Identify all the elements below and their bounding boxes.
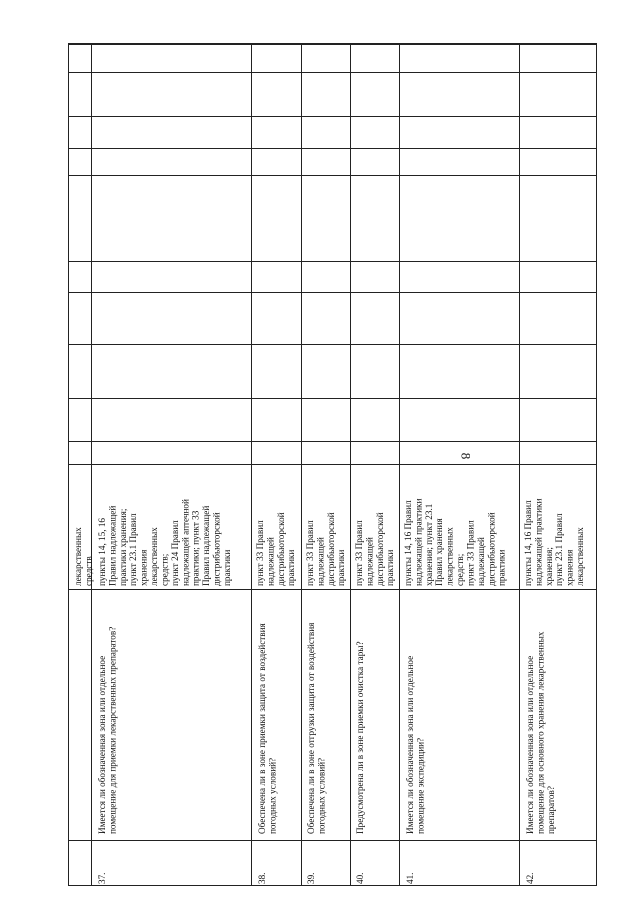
divider: [69, 840, 596, 841]
carryover-reference: лекарственных средств: [73, 527, 94, 586]
row-39-number: 39.: [306, 872, 316, 884]
divider: [69, 464, 596, 465]
page-number: 8: [458, 452, 474, 460]
row-40-number: 40.: [355, 872, 365, 884]
row-42-question: Имеется ли обозначенная зона или отдельное помещение для основного хранения лекарственных препаратов?: [525, 631, 556, 834]
row-39-question: Обеспечена ли в зоне отгрузки защита от воздействия погодных условий?: [306, 622, 327, 834]
divider: [69, 261, 596, 262]
checklist-table: [68, 43, 597, 886]
divider: [69, 72, 596, 73]
row-38-number: 38.: [257, 872, 267, 884]
row-39-reference: пункт 33 Правил надлежащей дистрибьюторской практики: [305, 512, 347, 586]
row-40-reference: пункт 33 Правил надлежащей дистрибьюторской практики: [354, 512, 396, 586]
row-41-number: 41.: [405, 872, 415, 884]
row-42-number: 42.: [525, 872, 535, 884]
row-37-number: 37.: [97, 872, 107, 884]
divider: [69, 398, 596, 399]
divider: [69, 116, 596, 117]
row-40-question: Предусмотрена ли в зоне приемки очистка тары?: [355, 641, 365, 834]
divider: [69, 344, 596, 345]
divider: [69, 44, 596, 45]
row-41-reference: пункты 14, 16 Правил надлежащей практики хранения; пункт 23.1 Правил хранения лекарственных средств; пункт 33 Правил надлежащей дистрибьюторской практики: [403, 498, 507, 586]
divider: [69, 589, 596, 590]
row-38-question: Обеспечена ли в зоне приемки защита от воздействия погодных условий?: [257, 623, 278, 834]
row-37-reference: пункты 14, 15, 16 Правил надлежащей практики хранения; пункт 23.1 Правил хранения лекарственных средств; пункт 24 Правил надлежащей аптечной практики; пункт 33 Правил надлежащей дистрибьюторской практики: [97, 499, 232, 586]
row-37-question: Имеется ли обозначенная зона или отдельное помещение для приемки лекарственных препаратов?: [97, 626, 118, 834]
row-41-question: Имеется ли обозначенная зона или отдельное помещение экспедиции?: [405, 655, 426, 834]
divider: [69, 441, 596, 442]
divider: [69, 292, 596, 293]
row-42-reference: пункты 14, 16 Правил надлежащей практики хранения; пункт 23.1 Правил хранения лекарственных: [523, 498, 586, 586]
row-38-reference: пункт 33 Правил надлежащей дистрибьюторской практики: [255, 512, 297, 586]
divider: [69, 148, 596, 149]
divider: [69, 175, 596, 176]
